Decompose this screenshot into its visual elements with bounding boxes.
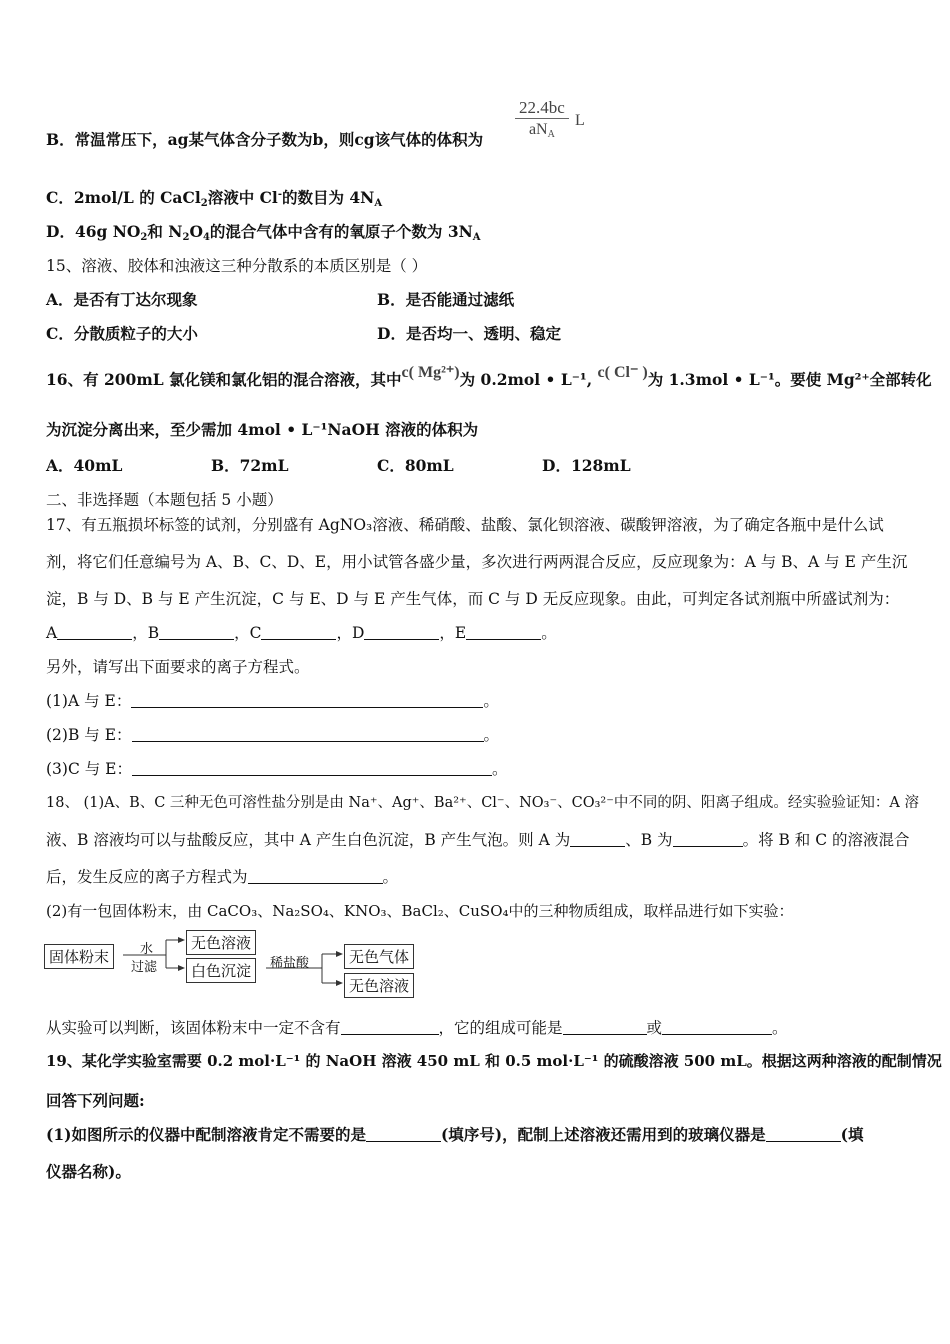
composition-blank-2[interactable] xyxy=(662,1020,772,1035)
q16-option-d: D．128mL xyxy=(542,456,631,475)
q16-option-b: B．72mL xyxy=(211,456,289,475)
q17-answer-line: A ，B ，C ，D ，E 。 xyxy=(46,624,557,642)
q18-line2: 液、B 溶液均可以与盐酸反应，其中 A 产生白色沉淀，B 产生气泡。则 A 为 、B 为 。将 B 和 C 的溶液混合 xyxy=(46,831,910,849)
q17-eq1: (1)A 与 E： 。 xyxy=(46,692,499,710)
q16-option-a: A．40mL xyxy=(46,456,123,475)
mg-concentration: c( Mg²⁺) xyxy=(401,364,460,381)
q17-eq2: (2)B 与 E： 。 xyxy=(46,726,500,744)
flow-colorless-gas: 无色气体 xyxy=(344,944,414,969)
q18-line3: 后，发生反应的离子方程式为 。 xyxy=(46,868,399,886)
q14-option-c: C．2mol/L 的 CaCl$_2$溶液中 Cl-的数目为 $4N_A$ xyxy=(46,188,383,209)
q15-option-a: A．是否有丁达尔现象 xyxy=(46,290,198,309)
q19-line3: (1)如图所示的仪器中配制溶液肯定不需要的是 (填序号)，配制上述溶液还需用到的玻璃仪器是 (填 xyxy=(46,1125,864,1144)
cl-concentration: c( Cl⁻ ) xyxy=(597,364,648,381)
flow-water: 水 xyxy=(140,942,154,957)
q14-volume-fraction: 22.4bc $aN_A$ L xyxy=(515,98,569,140)
q17-line3: 淀，B 与 D、B 与 E 产生沉淀，C 与 E、D 与 E 产生气体，而 C 与 D 无反应现象。由此，可判定各试剂瓶中所盛试剂为： xyxy=(46,590,900,608)
not-contain-blank[interactable] xyxy=(341,1020,439,1035)
q17-line1: 17、有五瓶损坏标签的试剂，分别盛有 AgNO₃溶液、稀硝酸、盐酸、氯化钡溶液、碳酸钾溶液，为了确定各瓶中是什么试 xyxy=(46,516,884,534)
flow-colorless-solution: 无色溶液 xyxy=(186,930,256,955)
q19-line1: 19、某化学实验室需要 0.2 mol·L⁻¹ 的 NaOH 溶液 450 mL 和 0.5 mol·L⁻¹ 的硫酸溶液 500 mL。根据这两种溶液的配制情况 xyxy=(46,1052,942,1070)
q18-line4: (2)有一包固体粉末，由 CaCO₃、Na₂SO₄、KNO₃、BaCl₂、CuSO₄中的三种物质组成，取样品进行如下实验： xyxy=(46,902,794,920)
section-title: 二、非选择题（本题包括 5 小题） xyxy=(46,491,283,509)
q16-stem-line1: 16、有 200mL 氯化镁和氯化铝的混合溶液，其中c( Mg²⁺)为 0.2mol • L⁻¹, c( Cl⁻ )为 1.3mol • L⁻¹。要使 Mg²⁺全部转化 xyxy=(46,364,932,389)
q17-eq3: (3)C 与 E： 。 xyxy=(46,760,508,778)
composition-blank-1[interactable] xyxy=(563,1020,647,1035)
q15-option-b: B．是否能通过滤纸 xyxy=(377,290,515,309)
q15-option-c: C．分散质粒子的大小 xyxy=(46,324,198,343)
q15-stem: 15、溶液、胶体和浊液这三种分散系的本质区别是（ ） xyxy=(46,257,428,275)
q14-option-b: B．常温常压下，ag某气体含分子数为b，则cg该气体的体积为 xyxy=(46,130,484,149)
flow-white-precipitate: 白色沉淀 xyxy=(186,958,256,983)
q16-stem-line2: 为沉淀分离出来，至少需加 4mol • L⁻¹NaOH 溶液的体积为 xyxy=(46,420,479,439)
q18-line5: 从实验可以判断，该固体粉末中一定不含有 ，它的组成可能是 或 。 xyxy=(46,1019,788,1037)
flow-filter: 过滤 xyxy=(131,960,158,975)
flow-dilute-hcl: 稀盐酸 xyxy=(270,956,310,971)
q17-line5: 另外，请写出下面要求的离子方程式。 xyxy=(46,658,310,676)
q16-option-c: C．80mL xyxy=(377,456,454,475)
flow-colorless-solution-2: 无色溶液 xyxy=(344,973,414,998)
q15-option-d: D．是否均一、透明、稳定 xyxy=(377,324,561,343)
q18-line1: 18、 (1)A、B、C 三种无色可溶性盐分别是由 Na⁺、Ag⁺、Ba²⁺、Cl⁻、NO₃⁻、CO₃²⁻中不同的阴、阳离子组成。经实验验证知：A 溶 xyxy=(46,795,919,811)
q14-option-d: D．46g $NO_2$和 $N_2O_4$的混合气体中含有的氧原子个数为 $3N_A$ xyxy=(46,222,481,243)
not-needed-blank[interactable] xyxy=(366,1127,441,1142)
glassware-blank[interactable] xyxy=(766,1127,841,1142)
flow-start: 固体粉末 xyxy=(44,944,114,969)
q17-line2: 剂，将它们任意编号为 A、B、C、D、E，用小试管各盛少量，多次进行两两混合反应，反应现象为：A 与 B、A 与 E 产生沉 xyxy=(46,553,908,571)
q19-line4: 仪器名称)。 xyxy=(46,1162,131,1181)
q19-line2: 回答下列问题: xyxy=(46,1091,145,1110)
